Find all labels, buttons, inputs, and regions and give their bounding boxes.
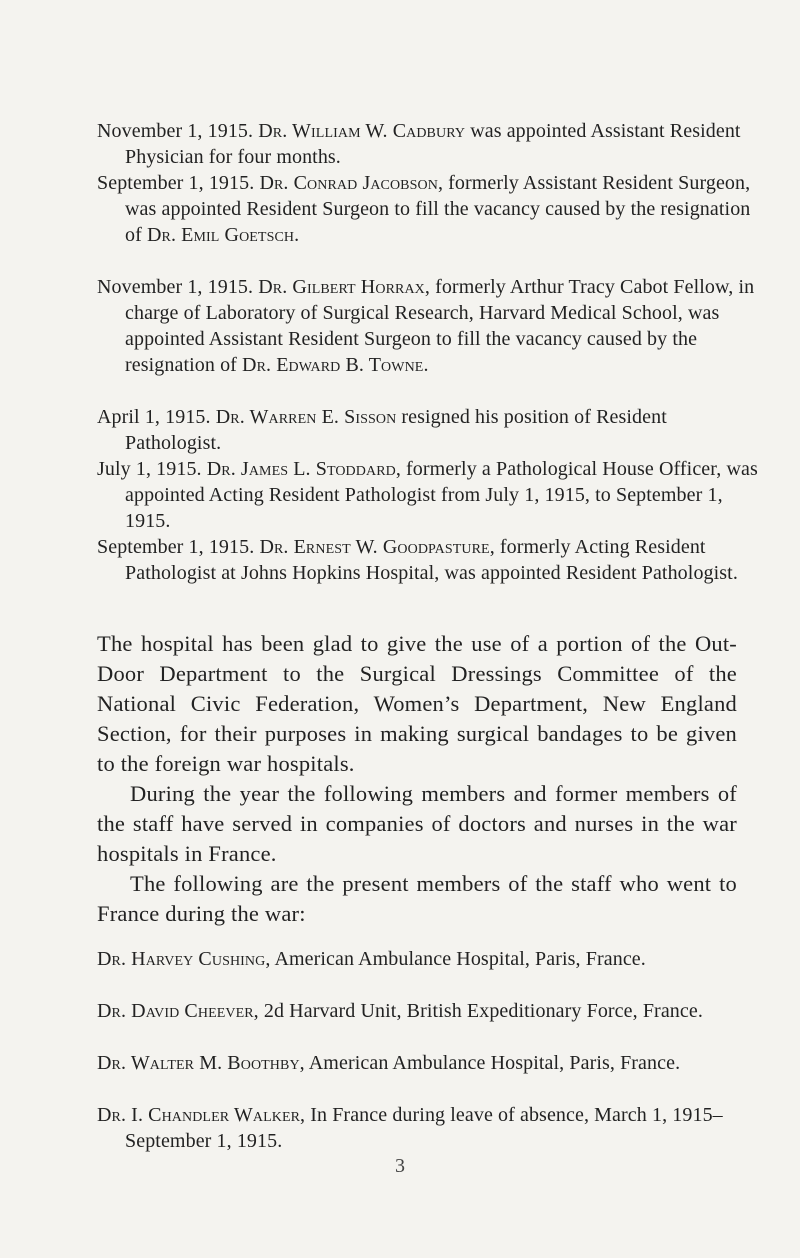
doctor-name: Dr. Warren E. Sisson (215, 406, 397, 428)
entry-text: . (294, 224, 300, 246)
entry-text: , formerly a Pathological House Officer, was appointed Acting Resident Pathologist from July 1, 1915, to September 1, 1915. (125, 458, 758, 532)
war-service-entry (97, 1102, 765, 1154)
appointment-entry (97, 118, 765, 170)
body-paragraph: The following are the present members of the staff who went to France during the war: (97, 871, 737, 926)
entry-text: , In France during leave of absence, March 1, 1915–September 1, 1915. (125, 1104, 723, 1152)
page-number: 3 (395, 1155, 405, 1177)
entry-text: resigned his position of Resident Pathologist. (125, 406, 667, 454)
doctor-name: Dr. Harvey Cushing (97, 948, 266, 970)
entry-text: , formerly Arthur Tracy Cabot Fellow, in charge of Laboratory of Surgical Research, Harvard Medical School, was appointed Assistant Resident Surgeon to fill the vacancy caused by the resignation of (125, 276, 755, 376)
doctor-name: Dr. Emil Goetsch (146, 224, 295, 246)
appointment-entry (97, 170, 765, 248)
entry-text: , American Ambulance Hospital, Paris, France. (265, 948, 646, 970)
body-paragraph: The hospital has been glad to give the use of a portion of the Out-Door Department to the Surgical Dressings Committee of the National Civic Federation, Women’s Department, New England Section, for their purposes in making surgical bandages to be given to the foreign war hospitals. (97, 631, 737, 776)
entry-text: , formerly Assistant Resident Surgeon, was appointed Resident Surgeon to fill the vacancy caused by the resignation of (125, 172, 751, 246)
doctor-name: Dr. Gilbert Horrax (258, 276, 425, 298)
body-paragraph: During the year the following members and former members of the staff have served in companies of doctors and nurses in the war hospitals in France. (97, 781, 737, 866)
entry-text: , American Ambulance Hospital, Paris, France. (299, 1052, 681, 1074)
appointment-entry (97, 404, 765, 456)
war-service-entry (97, 1050, 765, 1076)
doctor-name: Dr. David Cheever (97, 1000, 254, 1022)
entry-text: was appointed Assistant Resident Physician for four months. (125, 120, 741, 168)
doctor-name: Dr. James L. Stoddard (206, 458, 396, 480)
entry-date: September 1, 1915. (97, 536, 255, 558)
doctor-name: Dr. Walter M. Boothby (97, 1052, 300, 1074)
appointment-entry (97, 456, 765, 534)
doctor-name: Dr. I. Chandler Walker (97, 1104, 301, 1126)
doctor-name: Dr. Ernest W. Goodpasture (259, 536, 490, 558)
doctor-name: Dr. Edward B. Towne (242, 354, 424, 376)
entry-date: April 1, 1915. (97, 406, 211, 428)
appointment-entry (97, 534, 765, 586)
entry-text: . (423, 354, 429, 376)
entry-date: November 1, 1915. (97, 276, 254, 298)
entry-text: , formerly Acting Resident Pathologist at Johns Hopkins Hospital, was appointed Resident Pathologist. (125, 536, 738, 584)
entry-date: November 1, 1915. (97, 120, 254, 142)
entry-text: , 2d Harvard Unit, British Expeditionary Force, France. (253, 1000, 703, 1022)
doctor-name: Dr. William W. Cadbury (258, 120, 466, 142)
entry-date: September 1, 1915. (97, 172, 255, 194)
appointment-entry (97, 274, 765, 378)
doctor-name: Dr. Conrad Jacobson (259, 172, 438, 194)
entry-date: July 1, 1915. (97, 458, 202, 480)
war-service-entry (97, 998, 765, 1024)
war-service-entry (97, 946, 765, 972)
